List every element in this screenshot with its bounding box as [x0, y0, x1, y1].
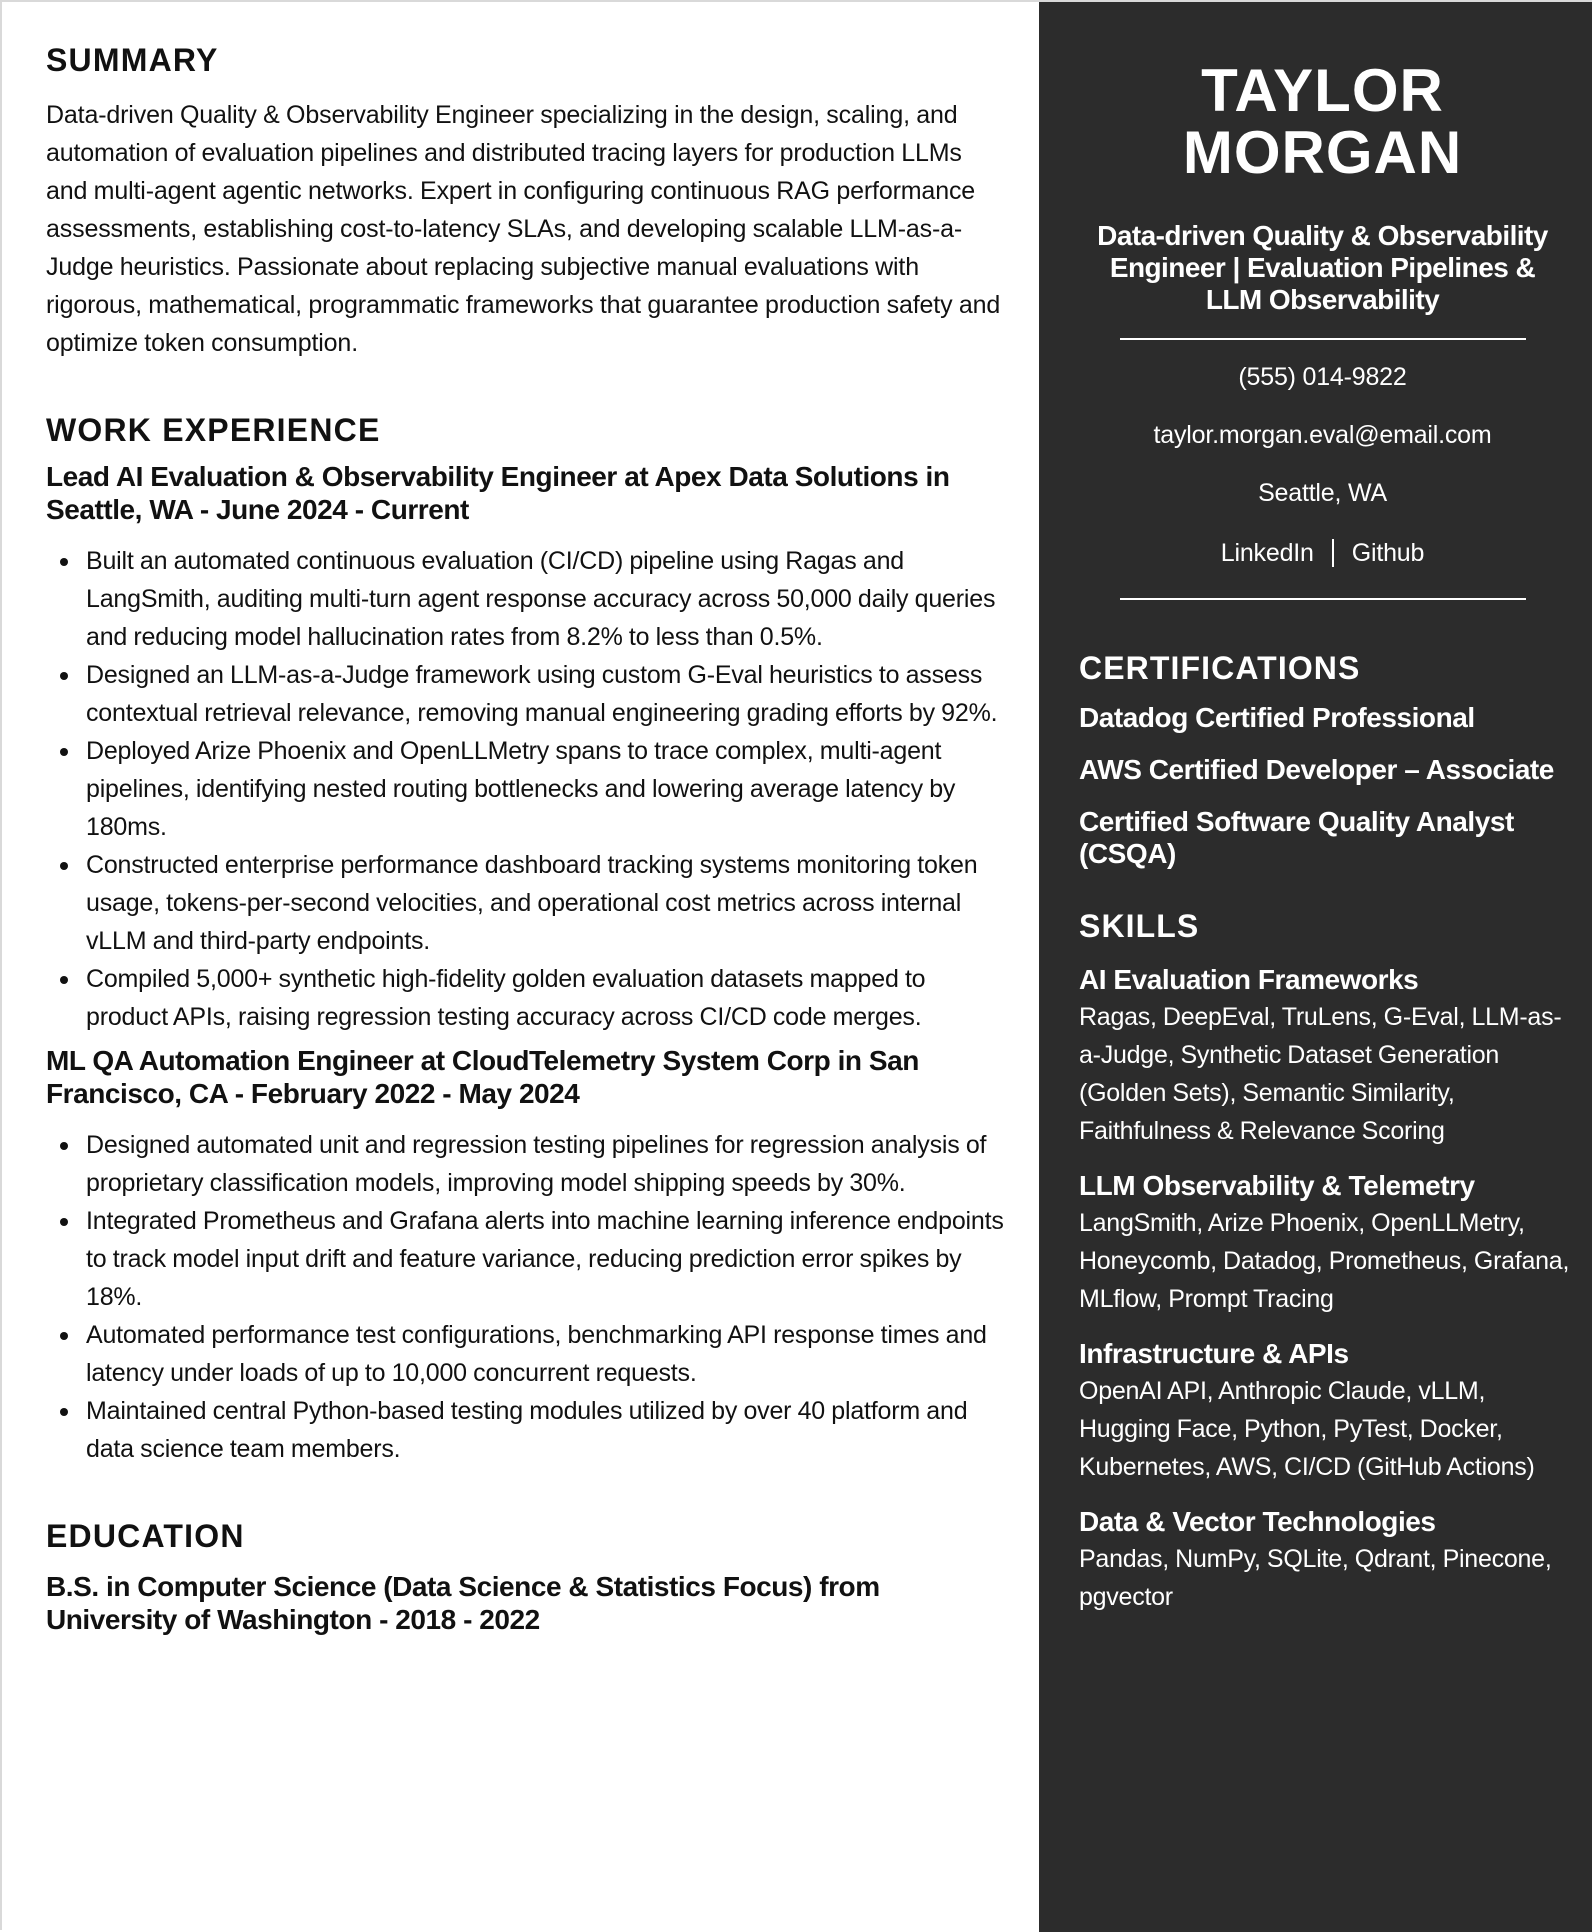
candidate-headline: Data-driven Quality & Observability Engineer | Evaluation Pipelines & LLM Observability: [1097, 220, 1548, 315]
location: Seattle, WA: [1258, 479, 1387, 507]
job-entry-apex: [46, 460, 1006, 1036]
job-bullet: Compiled 5,000+ synthetic high-fidelity golden evaluation datasets mapped to product APIs, raising regression testing accuracy across CI/CD code merges.: [46, 960, 1006, 1036]
contact-divider-bottom: [1120, 598, 1526, 600]
certification-item: Certified Software Quality Analyst (CSQA): [1079, 806, 1514, 869]
skill-group-title: Infrastructure & APIs: [1079, 1338, 1349, 1369]
job-bullet: Deployed Arize Phoenix and OpenLLMetry spans to trace complex, multi-agent pipelines, identifying nested routing bottlenecks and lowering average latency by 180ms.: [46, 732, 1006, 846]
skill-group-title: AI Evaluation Frameworks: [1079, 964, 1419, 995]
certifications-list: [1079, 702, 1566, 870]
certification-item: AWS Certified Developer – Associate: [1079, 754, 1554, 785]
job-entry-cloudtelemetry: [46, 1044, 1006, 1468]
skill-group-title: Data & Vector Technologies: [1079, 1506, 1436, 1537]
job-bullet: Designed an LLM-as-a-Judge framework using custom G-Eval heuristics to assess contextual retrieval relevance, removing manual engineering grading efforts by 92%.: [46, 656, 1006, 732]
skill-group-data-vector: [1079, 1506, 1566, 1616]
certifications-heading: CERTIFICATIONS: [1079, 650, 1361, 686]
skill-group-observability: [1079, 1170, 1570, 1318]
education-entry: B.S. in Computer Science (Data Science & Statistics Focus) from University of Washington - 2018 - 2022: [46, 1571, 880, 1635]
job-bullet: Automated performance test configurations, benchmarking API response times and latency under loads of up to 10,000 concurrent requests.: [46, 1316, 1006, 1392]
contact-divider-top: [1120, 338, 1526, 340]
skill-group-items: OpenAI API, Anthropic Claude, vLLM, Hugging Face, Python, PyTest, Docker, Kubernetes, AWS, CI/CD (GitHub Actions): [1079, 1377, 1535, 1481]
skill-group-infrastructure: [1079, 1338, 1566, 1486]
job-bullet: Constructed enterprise performance dashboard tracking systems monitoring token usage, tokens-per-second velocities, and operational cost metrics across internal vLLM and third-party endpoints.: [46, 846, 1006, 960]
summary-text: Data-driven Quality & Observability Engineer specializing in the design, scaling, and automation of evaluation pipelines and distributed tracing layers for production LLMs and multi-agent agentic networks. Expert in configuring continuous RAG performance assessments, establishing cost-to-latency SLAs, and developing scalable LLM-as-a-Judge heuristics. Passionate about replacing subjective manual evaluations with rigorous, mathematical, programmatic frameworks that guarantee production safety and optimize token consumption.: [46, 101, 1001, 357]
linkedin-link[interactable]: LinkedIn: [1220, 539, 1314, 567]
skills-heading: SKILLS: [1079, 908, 1200, 944]
skill-group-items: Pandas, NumPy, SQLite, Qdrant, Pinecone, pgvector: [1079, 1545, 1552, 1611]
job-title: ML QA Automation Engineer at CloudTelemetry System Corp in San Francisco, CA - February 2022 - May 2024: [46, 1045, 919, 1109]
resume-main-column: [46, 40, 1006, 1636]
job-bullets: [46, 542, 1006, 1036]
certification-item: Datadog Certified Professional: [1079, 702, 1475, 733]
job-bullet: Built an automated continuous evaluation (CI/CD) pipeline using Ragas and LangSmith, auditing multi-turn agent response accuracy across 50,000 daily queries and reducing model hallucination rates from 8.2% to less than 0.5%.: [46, 542, 1006, 656]
phone-number: (555) 014-9822: [1238, 363, 1407, 391]
job-bullets: [46, 1126, 1006, 1468]
education-section: [46, 1516, 1006, 1636]
email-address: taylor.morgan.eval@email.com: [1153, 421, 1492, 449]
job-title: Lead AI Evaluation & Observability Engineer at Apex Data Solutions in Seattle, WA - June 2024 - Current: [46, 461, 950, 525]
resume-sidebar: [1039, 2, 1592, 1932]
skill-group-items: LangSmith, Arize Phoenix, OpenLLMetry, Honeycomb, Datadog, Prometheus, Grafana, MLflow, Prompt Tracing: [1079, 1209, 1570, 1313]
skill-group-title: LLM Observability & Telemetry: [1079, 1170, 1475, 1201]
skills-section: [1079, 906, 1570, 1616]
summary-heading: SUMMARY: [46, 42, 219, 78]
candidate-name: [1079, 57, 1566, 186]
education-heading: EDUCATION: [46, 1518, 245, 1554]
profile-links: [1079, 538, 1566, 568]
summary-section: [46, 40, 1006, 362]
github-link[interactable]: Github: [1351, 539, 1425, 567]
skill-group-items: Ragas, DeepEval, TruLens, G-Eval, LLM-as-a-Judge, Synthetic Dataset Generation (Golden Sets), Semantic Similarity, Faithfulness & Relevance Scoring: [1079, 1003, 1562, 1145]
skill-group-ai-evaluation: [1079, 964, 1566, 1150]
work-experience-section: [46, 410, 1006, 1468]
work-experience-heading: WORK EXPERIENCE: [46, 412, 381, 448]
job-bullet: Integrated Prometheus and Grafana alerts into machine learning inference endpoints to track model input drift and feature variance, reducing prediction error spikes by 18%.: [46, 1202, 1006, 1316]
certifications-section: [1079, 648, 1566, 870]
job-bullet: Designed automated unit and regression testing pipelines for regression analysis of proprietary classification models, improving model shipping speeds by 30%.: [46, 1126, 1006, 1202]
candidate-name-line-2: MORGAN: [1182, 119, 1463, 186]
candidate-name-line-1: TAYLOR: [1201, 57, 1444, 124]
link-separator: [1332, 539, 1334, 567]
job-bullet: Maintained central Python-based testing modules utilized by over 40 platform and data science team members.: [46, 1392, 1006, 1468]
